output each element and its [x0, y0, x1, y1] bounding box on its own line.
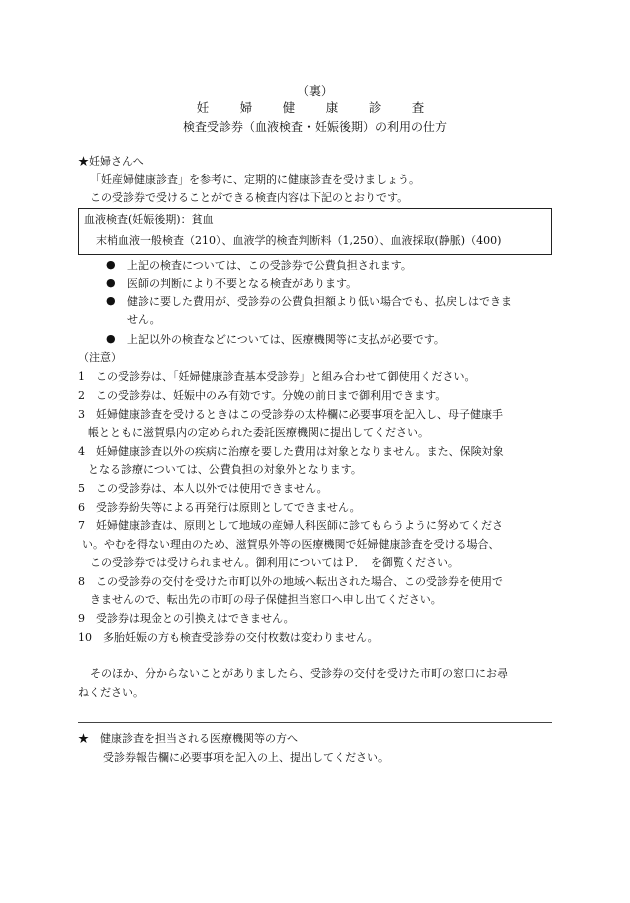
pregnant-heading: ★妊婦さんへ	[78, 155, 144, 168]
bullet-dot: ●	[106, 258, 116, 271]
bullet-item: 医師の判断により不要となる検査があります。	[127, 277, 358, 290]
test-content-line-1: 血液検査(妊娠後期)：貧血	[84, 213, 214, 226]
bullet-dot: ●	[106, 332, 116, 345]
closing-line-1: そのほか、分からないことがありましたら、受診券の交付を受けた市町の窓口にお尋	[90, 667, 508, 680]
document-subtitle: 検査受診券（血液検査・妊娠後期）の利用の仕方	[182, 120, 447, 134]
note-item-continuation: この受診券では受けられません。御利用についてはＰ． を御覧ください。	[90, 556, 459, 569]
note-item: 10 多胎妊娠の方も検査受診券の交付枚数は変わりません。	[78, 631, 379, 644]
note-item: 4 妊婦健康診査以外の疾病に治療を要した費用は対象となりません。また、保険対象	[78, 445, 504, 458]
bullet-item: 上記以外の検査などについては、医療機関等に支払が必要です。	[127, 333, 445, 346]
note-item: 2 この受診券は、妊娠中のみ有効です。分娩の前日まで御利用できます。	[78, 389, 447, 402]
bullet-dot: ●	[106, 276, 116, 289]
closing-line-2: ねください。	[78, 686, 144, 699]
note-item: 8 この受診券の交付を受けた市町以外の地域へ転出された場合、この受診券を使用で	[78, 575, 503, 588]
bullet-item: 上記の検査については、この受診券で公費負担されます。	[127, 259, 412, 272]
bullet-item-continuation: せん。	[127, 313, 161, 326]
note-item: 3 妊婦健康診査を受けるときはこの受診券の太枠欄に必要事項を記入し、母子健康手	[78, 408, 503, 421]
section-divider	[78, 722, 552, 723]
pregnant-line-2: この受診券で受けることができる検査内容は下記のとおりです。	[90, 191, 409, 204]
note-item-continuation: きませんので、転出先の市町の母子保健担当窓口へ申し出てください。	[90, 593, 442, 606]
note-item: 6 受診券紛失等による再発行は原則としてできません。	[78, 501, 361, 514]
note-item: 7 妊婦健康診査は、原則として地域の産婦人科医師に診てもらうように努めてくださ	[78, 519, 503, 532]
note-item: 1 この受診券は、「妊婦健康診査基本受診券」と組み合わせて御使用ください。	[78, 370, 476, 383]
pregnant-line-1: 「妊産婦健康診査」を参考に、定期的に健康診査を受けましょう。	[90, 173, 420, 186]
notes-heading: （注意）	[78, 351, 122, 364]
note-item-continuation: い。やむを得ない理由のため、滋賀県外等の医療機関で妊婦健康診査を受ける場合、	[82, 538, 500, 551]
note-item-continuation: となる診療については、公費負担の対象外となります。	[88, 463, 362, 476]
bullet-dot: ●	[106, 294, 116, 307]
side-label: （裏）	[296, 84, 333, 98]
medical-heading: ★ 健康診査を担当される医療機関等の方へ	[78, 732, 298, 745]
bullet-item: 健診に要した費用が、受診券の公費負担額より低い場合でも、払戻しはできま	[127, 295, 512, 308]
note-item: 5 この受診券は、本人以外では使用できません。	[78, 482, 328, 495]
note-item-continuation: 帳とともに滋賀県内の定められた委託医療機関に提出してください。	[88, 426, 429, 439]
medical-instruction: 受診券報告欄に必要事項を記入の上、提出してください。	[103, 751, 389, 764]
test-content-line-2: 末梢血液一般検査（210）、血液学的検査判断料（1,250）、血液採取(静脈)（400)	[96, 234, 502, 247]
note-item: 9 受診券は現金との引換えはできません。	[78, 612, 295, 625]
document-title: 妊 婦 健 康 診 査	[196, 100, 434, 115]
